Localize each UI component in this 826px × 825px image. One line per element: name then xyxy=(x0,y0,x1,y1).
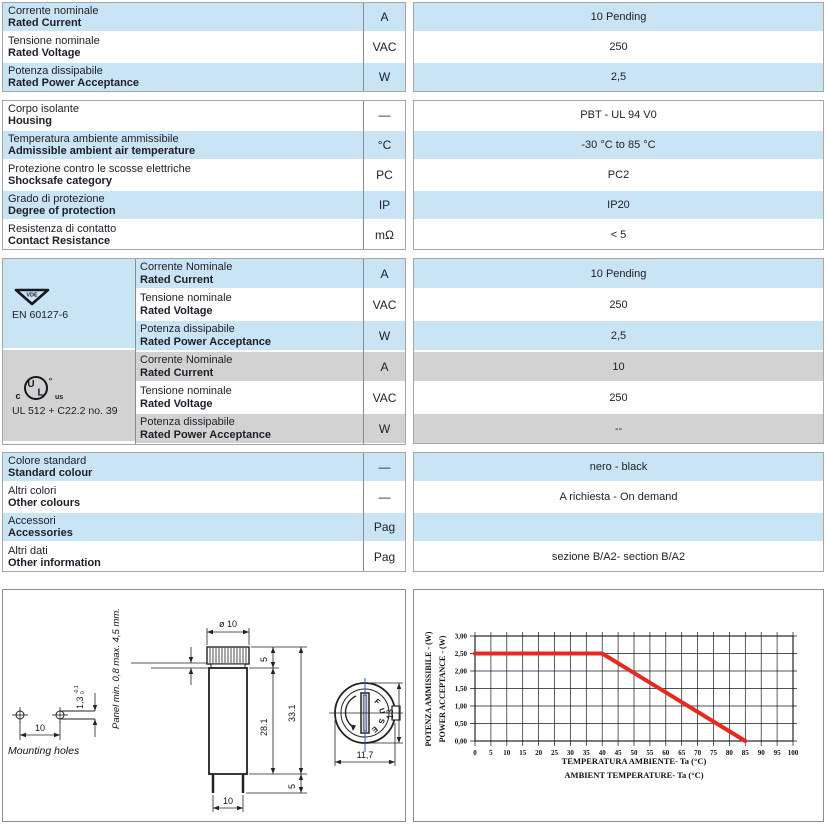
row-label-it: Protezione contro le scosse elettriche xyxy=(8,162,191,175)
row-value: PC2 xyxy=(414,161,823,191)
derating-chart-panel xyxy=(413,589,824,822)
table-row xyxy=(3,513,405,543)
chart-xlabel-en: AMBIENT TEMPERATURE- Ta (°C) xyxy=(564,770,704,780)
svg-text:75: 75 xyxy=(710,749,717,757)
row-label-en: Rated Voltage xyxy=(140,397,213,410)
row-value: IP20 xyxy=(414,191,823,221)
row-label-en: Rated Current xyxy=(140,273,214,286)
section-ratings xyxy=(2,2,824,92)
row-label-it: Temperatura ambiente ammissibile xyxy=(8,132,179,145)
vde-logo xyxy=(12,287,52,307)
ratings-values xyxy=(413,2,824,92)
row-label-it: Altri dati xyxy=(8,544,48,557)
svg-text:35: 35 xyxy=(582,749,590,757)
row-value: 2,5 xyxy=(414,63,823,91)
slot-width-dim: 1,3 xyxy=(75,696,85,709)
row-label-it: Corrente nominale xyxy=(8,4,99,17)
cap-diameter-dim: ø 10 xyxy=(218,619,238,629)
row-value: nero - black xyxy=(414,453,823,483)
row-label-en: Other information xyxy=(8,557,101,569)
row-label-it: Accessori xyxy=(8,514,56,527)
row-value: -30 °C to 85 °C xyxy=(414,131,823,161)
table-row xyxy=(3,543,405,571)
svg-text:1,00: 1,00 xyxy=(454,702,467,711)
svg-text:100: 100 xyxy=(787,749,799,757)
row-label-en: Admissible ambient air temperature xyxy=(8,145,196,157)
fuse-letter: U xyxy=(377,707,388,715)
table-row xyxy=(135,352,405,383)
fuse-letter: E xyxy=(369,724,380,735)
row-value xyxy=(414,513,823,543)
row-unit: VAC xyxy=(372,40,397,54)
table-row xyxy=(3,131,405,161)
certification-rows xyxy=(135,259,405,444)
row-label-it: Corrente Nominale xyxy=(140,354,233,366)
chart-ylabel-it: POTENZA AMMISSIBILE - (W) xyxy=(424,631,433,747)
row-label-en: Contact Resistance xyxy=(8,235,111,247)
svg-text:us: us xyxy=(55,393,64,401)
row-unit: °C xyxy=(377,138,392,152)
general-values xyxy=(413,100,824,250)
svg-text:30: 30 xyxy=(566,749,574,757)
row-value: 250 xyxy=(414,290,823,321)
dimension-drawing xyxy=(3,590,405,821)
table-row xyxy=(135,259,405,290)
row-unit: A xyxy=(380,359,389,374)
row-label-it: Potenza dissipabile xyxy=(140,323,235,335)
svg-text:45: 45 xyxy=(614,749,622,757)
row-unit: PC xyxy=(376,168,393,182)
row-unit: A xyxy=(380,10,389,24)
row-unit: Pag xyxy=(373,550,396,564)
svg-text:3,00: 3,00 xyxy=(454,632,467,641)
row-label-it: Potenza dissipabile xyxy=(8,64,103,77)
row-label-it: Altri colori xyxy=(8,484,57,497)
svg-text:50: 50 xyxy=(630,749,638,757)
svg-text:10: 10 xyxy=(503,749,511,757)
row-label-en: Housing xyxy=(8,115,52,127)
row-label-en: Rated Current xyxy=(140,366,214,379)
ul-standard: UL 512 + C22.2 no. 39 xyxy=(12,404,118,417)
front-height-dim: 13 xyxy=(385,708,395,719)
total-height-dim: 33.1 xyxy=(287,704,297,722)
row-value: 2,5 xyxy=(414,321,823,352)
table-row xyxy=(3,63,405,91)
svg-text:70: 70 xyxy=(694,749,702,757)
slot-tol-upper: -0,1 xyxy=(74,685,80,694)
front-width-dim: 11,7 xyxy=(356,750,374,760)
fuse-letter: F xyxy=(372,696,383,707)
svg-text:85: 85 xyxy=(741,749,749,757)
fuse-letter: S xyxy=(376,717,387,725)
row-value: sezione B/A2- section B/A2 xyxy=(414,543,823,571)
row-unit: — xyxy=(378,108,391,122)
row-label-en: Rated Power Acceptance xyxy=(8,77,140,89)
table-row xyxy=(135,383,405,414)
row-label-it: Resistenza di contatto xyxy=(8,222,117,235)
row-unit: VAC xyxy=(372,297,397,312)
row-label-en: Accessories xyxy=(8,527,73,539)
svg-text:1,50: 1,50 xyxy=(454,685,467,693)
mounting-holes-label: Mounting holes xyxy=(8,745,80,757)
certifications-table xyxy=(2,258,406,445)
chart-xlabel-it: TEMPERATURA AMBIENTE- Ta (°C) xyxy=(561,756,707,766)
row-label-en: Shocksafe category xyxy=(8,175,112,187)
table-row xyxy=(135,290,405,321)
row-label-it: Corpo isolante xyxy=(8,102,79,115)
body-height-dim: 28.1 xyxy=(259,718,269,736)
section-certifications xyxy=(2,258,824,444)
table-row xyxy=(3,3,405,33)
row-unit: mΩ xyxy=(375,228,394,242)
row-value: 250 xyxy=(414,33,823,63)
row-value: < 5 xyxy=(414,221,823,249)
row-label-it: Colore standard xyxy=(8,454,87,467)
svg-text:c: c xyxy=(15,390,21,401)
certifications-values xyxy=(413,258,824,444)
table-row xyxy=(3,483,405,513)
other-values xyxy=(413,452,824,572)
svg-text:20: 20 xyxy=(535,749,543,757)
table-row xyxy=(3,161,405,191)
svg-text:0,00: 0,00 xyxy=(454,737,467,746)
general-table xyxy=(2,100,406,250)
row-label-en: Rated Power Acceptance xyxy=(140,428,272,441)
section-general xyxy=(2,100,824,250)
row-unit: A xyxy=(380,266,389,281)
svg-text:60: 60 xyxy=(662,749,670,757)
svg-text:65: 65 xyxy=(678,749,686,757)
slot-tol-lower: 0 xyxy=(80,691,86,694)
other-table xyxy=(2,452,406,572)
row-value: 10 Pending xyxy=(414,259,823,290)
row-label-en: Rated Power Acceptance xyxy=(140,335,272,348)
row-unit: — xyxy=(378,490,391,504)
svg-text:0,50: 0,50 xyxy=(454,720,467,728)
svg-text:2,50: 2,50 xyxy=(454,650,467,658)
row-label-en: Rated Voltage xyxy=(140,304,213,317)
svg-text:95: 95 xyxy=(773,749,781,757)
table-row xyxy=(3,191,405,221)
row-value: A richiesta - On demand xyxy=(414,483,823,513)
hole-pitch-dim: 10 xyxy=(34,723,46,733)
row-label-it: Corrente Nominale xyxy=(140,261,233,273)
row-label-en: Rated Voltage xyxy=(8,47,81,59)
svg-text:40: 40 xyxy=(598,749,606,757)
body-width-dim: 10 xyxy=(222,796,234,806)
pin-length-dim: 5 xyxy=(287,783,297,789)
table-row xyxy=(3,101,405,131)
table-row xyxy=(135,414,405,443)
table-row xyxy=(3,221,405,249)
chart-ylabel-en: POWER ACCEPTANCE - (W) xyxy=(438,635,447,743)
svg-text:0: 0 xyxy=(473,749,477,757)
ul-logo xyxy=(12,375,74,403)
svg-text:15: 15 xyxy=(519,749,527,757)
vde-certification xyxy=(3,259,135,350)
svg-text:2,00: 2,00 xyxy=(454,667,467,676)
svg-text:25: 25 xyxy=(551,749,558,757)
svg-text:80: 80 xyxy=(725,749,733,757)
row-unit: IP xyxy=(378,198,391,212)
svg-text:U: U xyxy=(27,378,35,390)
row-unit: W xyxy=(378,70,391,84)
row-label-it: Tensione nominale xyxy=(8,34,100,47)
row-label-it: Grado di protezione xyxy=(8,192,105,205)
certification-logos xyxy=(3,259,135,444)
row-unit: VAC xyxy=(372,390,397,405)
cap-height-dim: 5 xyxy=(259,656,269,662)
table-row xyxy=(135,321,405,352)
svg-text:VDE: VDE xyxy=(26,292,38,298)
row-value: 10 Pending xyxy=(414,3,823,33)
section-other xyxy=(2,452,824,572)
ul-certification xyxy=(3,350,135,441)
panel-note: Panel min. 0,8 max. 4,5 mm. xyxy=(111,608,122,729)
row-value: -- xyxy=(414,414,823,443)
row-label-it: Tensione nominale xyxy=(140,385,232,397)
derating-chart xyxy=(414,590,823,821)
row-label-en: Standard colour xyxy=(8,467,93,479)
row-unit: Pag xyxy=(373,520,396,534)
svg-text:90: 90 xyxy=(757,749,765,757)
row-value: PBT - UL 94 V0 xyxy=(414,101,823,131)
drawings-area xyxy=(2,589,824,822)
table-row xyxy=(3,453,405,483)
row-label-en: Degree of protection xyxy=(8,205,116,217)
row-unit: — xyxy=(378,460,391,474)
row-label-en: Other colours xyxy=(8,497,81,509)
row-unit: W xyxy=(378,421,391,436)
svg-text:55: 55 xyxy=(646,749,654,757)
row-value: 250 xyxy=(414,383,823,414)
svg-text:5: 5 xyxy=(489,749,493,757)
svg-text:L: L xyxy=(37,387,44,398)
ratings-table xyxy=(2,2,406,92)
row-value: 10 xyxy=(414,352,823,383)
row-label-en: Rated Current xyxy=(8,17,82,29)
dimension-drawing-panel xyxy=(2,589,406,822)
row-label-it: Potenza dissipabile xyxy=(140,416,235,428)
row-label-it: Tensione nominale xyxy=(140,292,232,304)
table-row xyxy=(3,33,405,63)
vde-standard: EN 60127-6 xyxy=(12,308,69,321)
row-unit: W xyxy=(378,328,391,343)
